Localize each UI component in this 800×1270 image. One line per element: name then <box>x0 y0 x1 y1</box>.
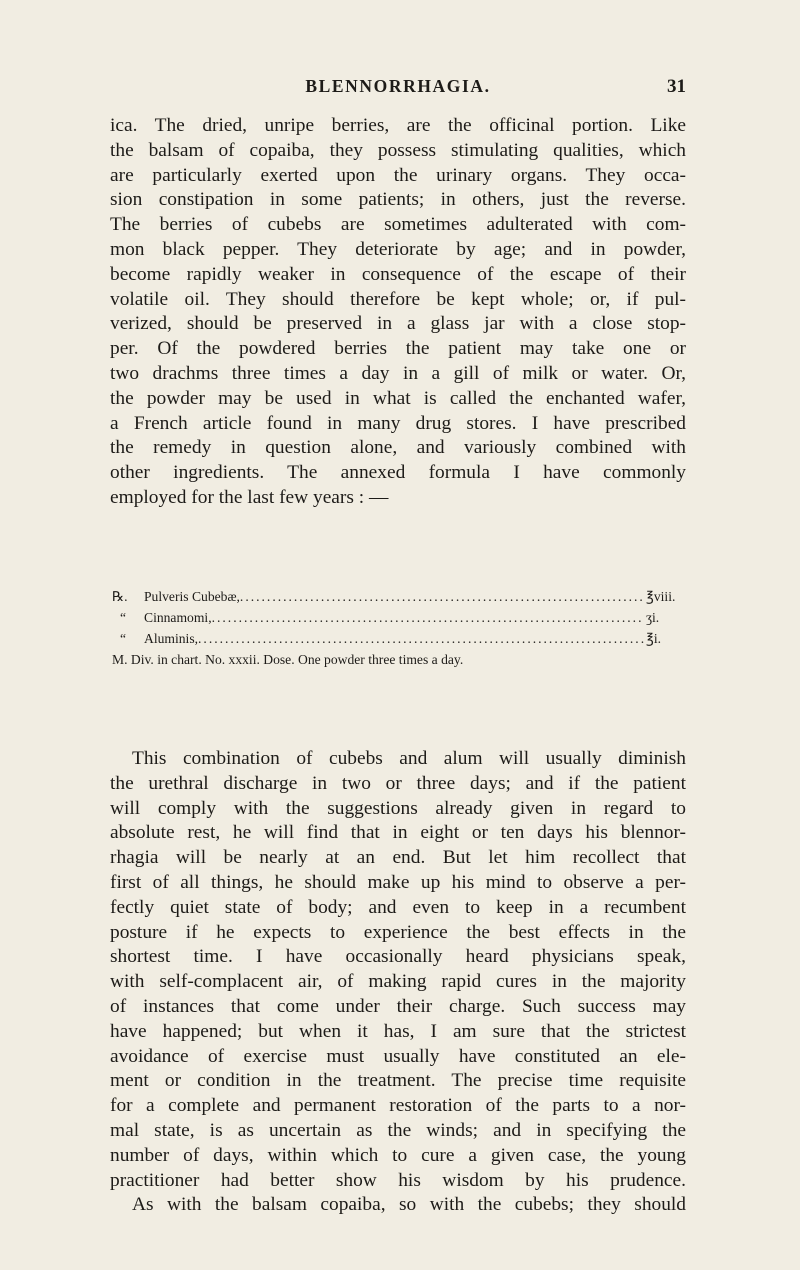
text-line: the urethral discharge in two or three days; and if the patient <box>110 772 686 794</box>
text-line: employed for the last few years : — <box>110 486 389 508</box>
prescription-row <box>112 607 686 628</box>
paragraph-2 <box>110 747 686 1218</box>
text-line: the powder may be used in what is called the enchanted wafer, <box>110 387 686 409</box>
text-line: mal state, is as uncertain as the winds; and in specifying the <box>110 1119 686 1141</box>
text-line: the balsam of copaiba, they possess stimulating qualities, which <box>110 139 686 161</box>
text-line: ica. The dried, unripe berries, are the officinal portion. Like <box>110 115 686 136</box>
prescription-row <box>112 586 686 607</box>
text-line: absolute rest, he will find that in eight or ten days his blennor- <box>110 822 686 844</box>
dot-leader <box>212 607 644 628</box>
text-line: avoidance of exercise must usually have constituted an ele- <box>110 1045 686 1067</box>
text-line: rhagia will be nearly at an end. But let him recollect that <box>110 847 686 869</box>
text-line: per. Of the powdered berries the patient may take one or <box>110 338 686 360</box>
text-line: the remedy in question alone, and variously combined with <box>110 437 686 459</box>
recipe-symbol: ℞. <box>112 589 128 604</box>
page-header <box>110 76 686 102</box>
text-line: are particularly exerted upon the urinary organs. They occa- <box>110 164 686 186</box>
text-line: volatile oil. They should therefore be kept whole; or, if pul- <box>110 288 686 310</box>
ditto-mark: “ <box>120 631 127 646</box>
ingredient-name: Pulveris Cubebæ, <box>144 589 240 604</box>
dot-leader <box>198 628 644 649</box>
running-title: BLENNORRHAGIA. <box>305 76 491 96</box>
text-line: with self-complacent air, of making rapid cures in the majority <box>110 971 686 993</box>
text-line: This combination of cubebs and alum will usually diminish <box>132 748 686 769</box>
text-line: The berries of cubebs are sometimes adulterated with com- <box>110 214 686 236</box>
text-line: fectly quiet state of body; and even to keep in a recumbent <box>110 896 686 918</box>
text-line: As with the balsam copaiba, so with the cubebs; they should <box>132 1194 686 1216</box>
dot-leader <box>240 586 644 607</box>
text-line: have happened; but when it has, I am sure that the strictest <box>110 1020 686 1042</box>
ingredient-quantity: ℥viii. <box>646 589 676 604</box>
text-line: for a complete and permanent restoration of the parts to a nor- <box>110 1095 686 1117</box>
text-line: will comply with the suggestions already given in regard to <box>110 797 686 819</box>
prescription-formula <box>112 586 686 670</box>
ditto-mark: “ <box>120 610 127 625</box>
text-line: number of days, within which to cure a given case, the young <box>110 1144 686 1166</box>
prescription-row <box>112 628 686 649</box>
ingredient-quantity: ℥i. <box>646 631 662 646</box>
text-line: two drachms three times a day in a gill of milk or water. Or, <box>110 362 686 384</box>
text-line: of instances that come under their charge. Such success may <box>110 995 686 1017</box>
page-number: 31 <box>667 76 686 97</box>
paragraph-1 <box>110 114 686 511</box>
text-line: first of all things, he should make up his mind to observe a per- <box>110 871 686 893</box>
prescription-directions: M. Div. in chart. No. xxxii. Dose. One powder three times a day. <box>112 652 464 667</box>
text-line: other ingredients. The annexed formula I have commonly <box>110 462 686 484</box>
text-line: posture if he expects to experience the best effects in the <box>110 921 686 943</box>
text-line: mon black pepper. They deteriorate by age; and in powder, <box>110 238 686 260</box>
text-line: become rapidly weaker in consequence of the escape of their <box>110 263 686 285</box>
text-line: ment or condition in the treatment. The precise time requisite <box>110 1070 686 1092</box>
text-line: shortest time. I have occasionally heard physicians speak, <box>110 946 686 968</box>
ingredient-quantity: ʒi. <box>646 610 660 625</box>
ingredient-name: Aluminis, <box>144 631 199 646</box>
text-line: sion constipation in some patients; in others, just the reverse. <box>110 189 686 211</box>
ingredient-name: Cinnamomi, <box>144 610 212 625</box>
text-line: practitioner had better show his wisdom by his prudence. <box>110 1169 686 1191</box>
text-line: a French article found in many drug stores. I have prescribed <box>110 412 686 434</box>
text-line: verized, should be preserved in a glass jar with a close stop- <box>110 313 686 335</box>
